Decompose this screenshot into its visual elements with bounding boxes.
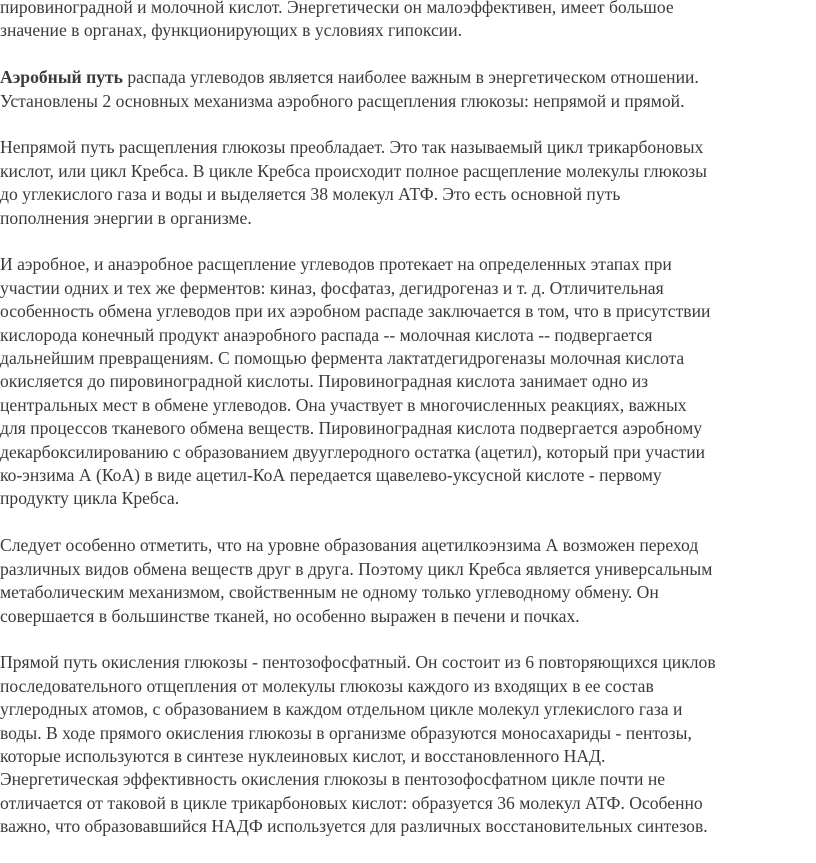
paragraph-acetyl-coa bbox=[0, 534, 814, 628]
paragraph-krebs-cycle bbox=[0, 136, 814, 230]
paragraph-enzymes bbox=[0, 253, 814, 510]
paragraph-anaerobic-conclusion bbox=[0, 0, 814, 43]
paragraph-text: пировиноградной и молочной кислот. Энергетически он малоэффективен, имеет большое значение в органах, функционирующих в условиях гипоксии. bbox=[0, 0, 674, 41]
paragraph-aerobic-intro bbox=[0, 66, 814, 113]
paragraph-lead-bold: Аэробный путь bbox=[0, 67, 123, 88]
paragraph-text: Прямой путь окисления глюкозы - пентозофосфатный. Он состоит из 6 повторяющихся циклов последовательного отщепления от молекулы глюкозы каждого из входящих в ее состав углеродных атомов, с образованием в каждом отдельном цикле молекул углекислого газа и воды. В ходе прямого окисления глюкозы в организме образуются моносахариды - пентозы, которые используются в синтезе нуклеиновых кислот, и восстановленного НАД. Энергетическая эффективность окисления глюкозы в пентозофосфатном цикле почти не отличается от таковой в цикле трикарбоновых кислот: образуется 36 молекул АТФ. Особенно важно, что образовавшийся НАДФ используется для различных восстановительных синтезов. bbox=[0, 652, 716, 837]
paragraph-text: Непрямой путь расщепления глюкозы преобладает. Это так называемый цикл трикарбоновых кислот, или цикл Кребса. В цикле Кребса происходит полное расщепление молекулы глюкозы до углекислого газа и воды и выделяется 38 молекул АТФ. Это есть основной путь пополнения энергии в организме. bbox=[0, 137, 707, 228]
paragraph-text: распада углеводов является наиболее важным в энергетическом отношении. Установлены 2 основных механизма аэробного расщепления глюкозы: непрямой и прямой. bbox=[0, 67, 699, 111]
paragraph-text: Следует особенно отметить, что на уровне образования ацетилкоэнзима А возможен переход различных видов обмена веществ друг в друга. Поэтому цикл Кребса является универсальным метаболическим механизмом, свойственным не одному только углеводному обмену. Он совершается в большинстве тканей, но особенно выражен в печени и почках. bbox=[0, 535, 713, 626]
paragraph-pentose-phosphate bbox=[0, 651, 814, 838]
paragraph-text: И аэробное, и анаэробное расщепление углеводов протекает на определенных этапах при участии одних и тех же ферментов: киназ, фосфатаз, дегидрогеназ и т. д. Отличительная особенность обмена углеводов при их аэробном распаде заключается в том, что в присутствии кислорода конечный продукт анаэробного распада -- молочная кислота -- подвергается дальнейшим превращениям. С помощью фермента лактатдегидрогеназы молочная кислота окисляется до пировиноградной кислоты. Пировиноградная кислота занимает одно из центральных мест в обмене углеводов. Она участвует в многочисленных реакциях, важных для процессов тканевого обмена веществ. Пировиноградная кислота подвергается аэробному декарбоксилированию с образованием двууглеродного остатка (ацетил), который при участии ко-энзима А (КоА) в виде ацетил-КоА передается щавелево-уксусной кислоте - первому продукту цикла Кребса. bbox=[0, 254, 711, 509]
